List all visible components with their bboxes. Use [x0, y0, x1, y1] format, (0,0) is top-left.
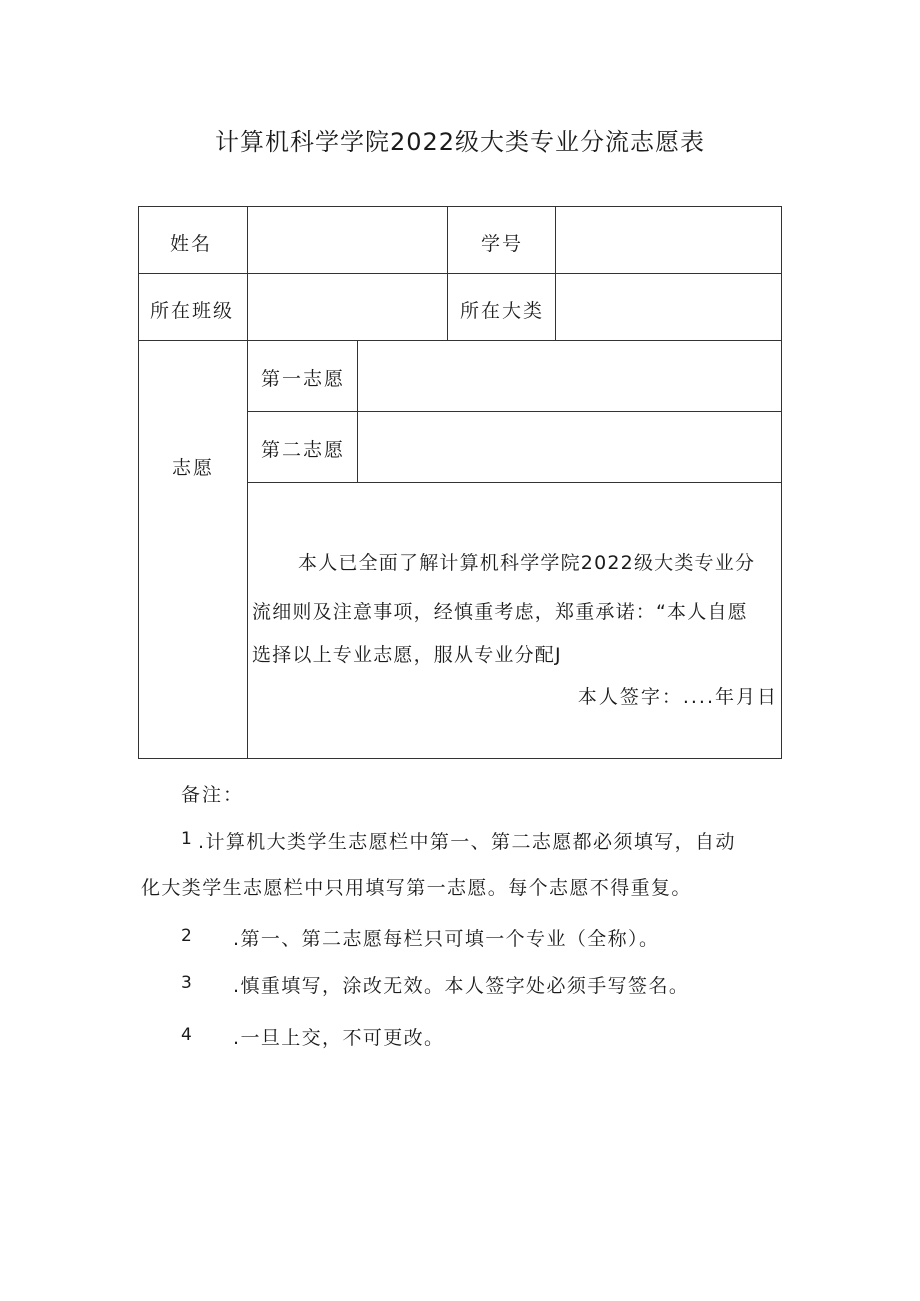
note-text: 化大类学生志愿栏中只用填写第一志愿。每个志愿不得重复。 [141, 877, 692, 899]
note-text: .慎重填写，涂改无效。本人签字处必须手写签名。 [233, 975, 690, 997]
note-number: 2 [181, 926, 192, 946]
student-id-field[interactable] [556, 207, 781, 273]
signature-field[interactable] [650, 680, 710, 708]
category-label: 所在大类 [460, 300, 545, 322]
notes-heading: 备注： [181, 784, 245, 806]
second-choice-label: 第二志愿 [261, 439, 346, 461]
student-id-label: 学号 [481, 233, 524, 255]
pledge-text-line: 本人已全面了解计算机科学学院2022级大类专业分 [298, 552, 756, 574]
page-title: 计算机科学学院2022级大类专业分流志愿表 [214, 128, 706, 156]
choice-label: 志愿 [172, 457, 215, 479]
second-choice-field[interactable] [358, 412, 781, 482]
class-field[interactable] [248, 274, 447, 340]
note-number: 3 [181, 973, 192, 993]
first-choice-field[interactable] [358, 341, 781, 411]
note-text: .第一、第二志愿每栏只可填一个专业（全称）。 [233, 928, 660, 950]
note-number: 4 [181, 1025, 192, 1045]
name-field[interactable] [248, 207, 447, 273]
category-field[interactable] [556, 274, 781, 340]
pledge-text-line: 选择以上专业志愿，服从专业分配J [252, 644, 562, 666]
first-choice-label: 第一志愿 [261, 368, 346, 390]
table-border-left [138, 206, 139, 759]
name-label: 姓名 [170, 233, 213, 255]
class-label: 所在班级 [150, 300, 235, 322]
pledge-text-line: 流细则及注意事项，经慎重考虑，郑重承诺：“本人自愿 [252, 601, 748, 623]
table-border-bottom [138, 758, 782, 759]
note-text: .计算机大类学生志愿栏中第一、第二志愿都必须填写，自动 [198, 831, 736, 853]
table-row-divider [247, 482, 782, 483]
table-border-right [781, 206, 782, 759]
signature-date-line: 本人签字：....年月日 [577, 686, 778, 708]
note-text: .一旦上交，不可更改。 [233, 1027, 445, 1049]
note-number: 1 [181, 829, 192, 849]
table-col-divider [447, 206, 448, 341]
